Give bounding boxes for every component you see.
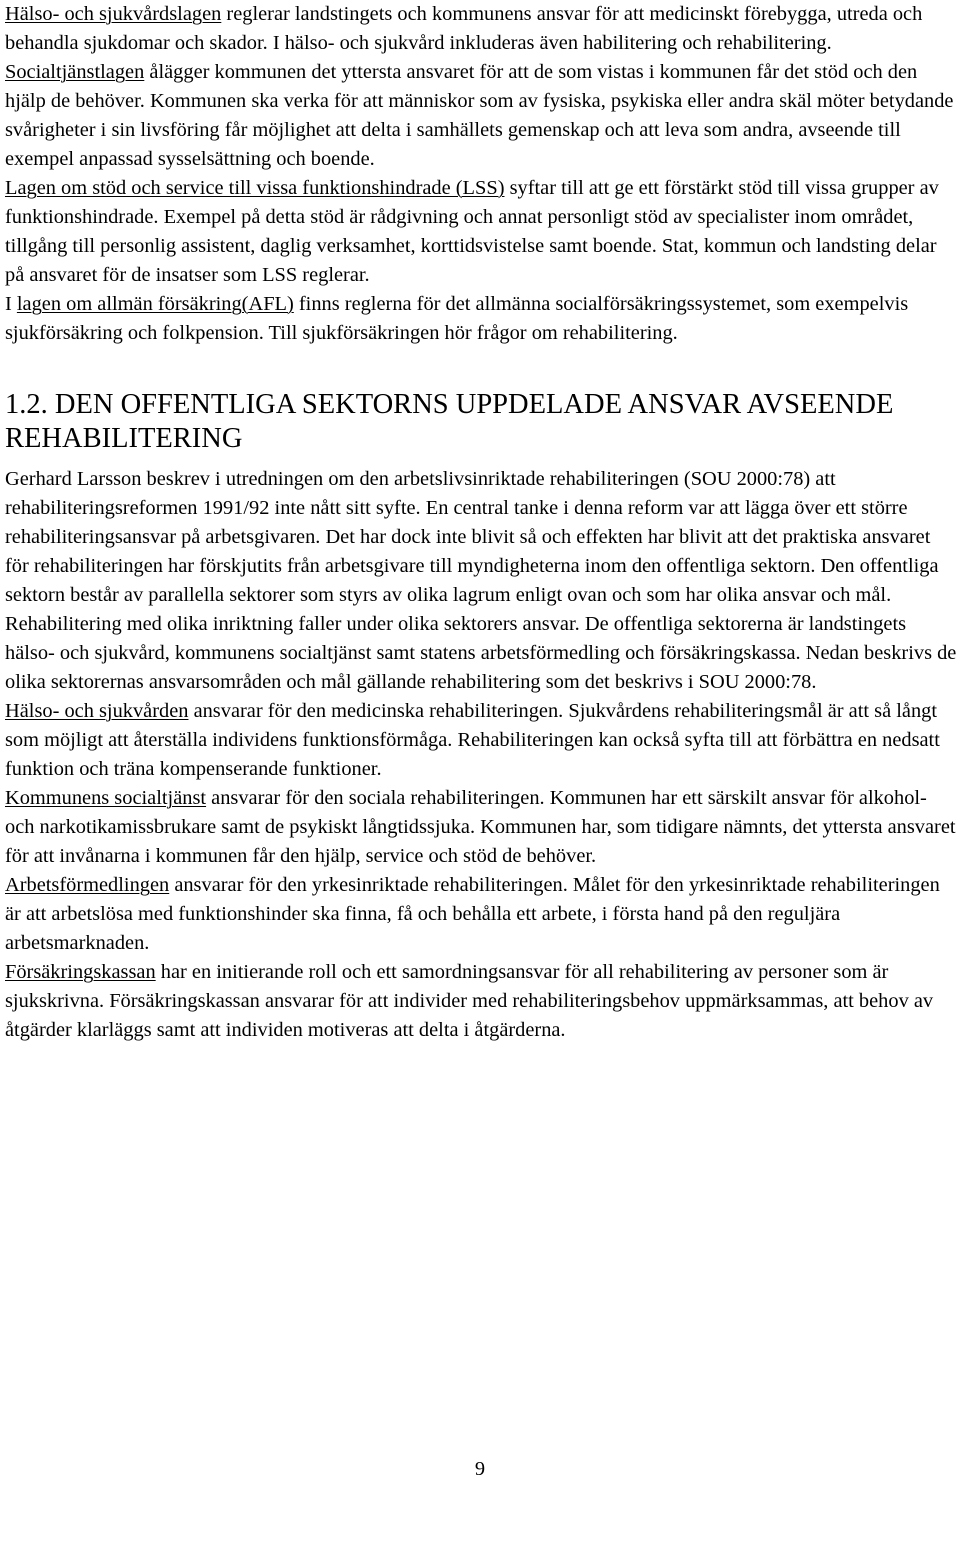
paragraph-text: har en initierande roll och ett samordningsansvar för all rehabilitering av personer som är sjukskrivna. Försäkringskassan ansvarar för att individer med rehabiliteringsbehov uppmärksammas, att behov av åtgärder klarläggs samt att individen motiveras att delta i åtgärderna. <box>5 961 934 1041</box>
sector-link-forsakringskassan: Försäkringskassan <box>5 961 156 983</box>
law-link-lss: Lagen om stöd och service till vissa funktionshindrade (LSS) <box>5 177 505 199</box>
law-link-socialtjanstlagen: Socialtjänstlagen <box>5 61 145 83</box>
section-heading: 1.2. DEN OFFENTLIGA SEKTORNS UPPDELADE ANSVAR AVSEENDE REHABILITERING <box>5 389 894 454</box>
paragraph-afl <box>5 290 957 348</box>
paragraph-lss <box>5 174 957 290</box>
paragraph-halso-och-sjukvarden <box>5 697 957 784</box>
section-intro-paragraph: Gerhard Larsson beskrev i utredningen om den arbetslivsinriktade rehabiliteringen (SOU 2000:78) att rehabiliteringsreformen 1991/92 inte nått sitt syfte. En central tanke i denna reform var att lägga över ett större rehabiliteringsansvar på arbetsgivaren. Det har dock inte blivit så och effekten har blivit att det praktiska ansvaret för rehabiliteringen har förskjutits från arbetsgivare till myndigheterna inom den offentliga sektorn. Den offentliga sektorn består av parallella sektorer som styrs av olika lagrum enligt ovan och som har olika ansvar och mål. Rehabilitering med olika inriktning faller under olika sektorers ansvar. De offentliga sektorerna är landstingets hälso- och sjukvård, kommunens socialtjänst samt statens arbetsförmedling och försäkringskassa. Nedan beskrivs de olika sektorernas ansvarsområden och mål gällande rehabilitering som det beskrivs i SOU 2000:78. <box>5 468 957 693</box>
paragraph-text: reglerar landstingets och kommunens ansvar för att medicinskt förebygga, utreda och behandla sjukdomar och skador. I hälso- och sjukvård inkluderas även habilitering och rehabilitering. <box>5 3 923 54</box>
paragraph-text: finns reglerna för det allmänna socialförsäkringssystemet, som exempelvis sjukförsäkring och folkpension. Till sjukförsäkringen hör frågor om rehabilitering. <box>5 293 909 344</box>
page-number: 9 <box>474 1458 486 1480</box>
sector-link-halso-och-sjukvarden: Hälso- och sjukvården <box>5 700 189 722</box>
paragraph-halso-och-sjukvardslagen <box>5 0 957 58</box>
paragraph-text: syftar till att ge ett förstärkt stöd till vissa grupper av funktionshindrade. Exempel på detta stöd är rådgivning och annat personligt stöd av specialister inom området, tillgång till personlig assistent, daglig verksamhet, korttidsvistelse samt boende. Stat, kommun och landsting delar på ansvaret för de insatser som LSS reglerar. <box>5 177 939 286</box>
paragraph-text: ansvarar för den sociala rehabiliteringen. Kommunen har ett särskilt ansvar för alkohol- och narkotikamissbrukare samt de psykiskt långtidssjuka. Kommunen har, som tidigare nämnts, det yttersta ansvaret för att invånarna i kommunen får den hjälp, service och stöd de behöver. <box>5 787 956 867</box>
paragraph-text: ansvarar för den yrkesinriktade rehabiliteringen. Målet för den yrkesinriktade rehabiliteringen är att arbetslösa med funktionshinder ska finna, få och behålla ett arbete, i första hand på den reguljära arbetsmarknaden. <box>5 874 940 954</box>
law-link-afl: lagen om allmän försäkring(AFL) <box>16 293 294 315</box>
paragraph-socialtjanstlagen <box>5 58 957 174</box>
law-link-halso-och-sjukvardslagen: Hälso- och sjukvårdslagen <box>5 3 222 25</box>
paragraph-text: ålägger kommunen det yttersta ansvaret för att de som vistas i kommunen får det stöd och den hjälp de behöver. Kommunen ska verka för att människor som av fysiska, psykiska eller andra skäl möter betydande svårigheter i sin livsföring får möjlighet att delta i samhällets gemenskap och att leva som andra, avseende till exempel anpassad sysselsättning och boende. <box>5 61 954 170</box>
document-page <box>5 0 957 1045</box>
paragraph-forsakringskassan <box>5 958 957 1045</box>
sector-link-kommunens-socialtjanst: Kommunens socialtjänst <box>5 787 207 809</box>
paragraph-prefix: I <box>5 293 17 315</box>
sector-link-arbetsformedlingen: Arbetsförmedlingen <box>5 874 170 896</box>
paragraph-text: ansvarar för den medicinska rehabiliteringen. Sjukvårdens rehabiliteringsmål är att så långt som möjligt att återställa individens funktionsförmåga. Rehabiliteringen kan också syfta till att förbättra en nedsatt funktion och träna kompenserande funktioner. <box>5 700 940 780</box>
paragraph-kommunens-socialtjanst <box>5 784 957 871</box>
paragraph-arbetsformedlingen <box>5 871 957 958</box>
